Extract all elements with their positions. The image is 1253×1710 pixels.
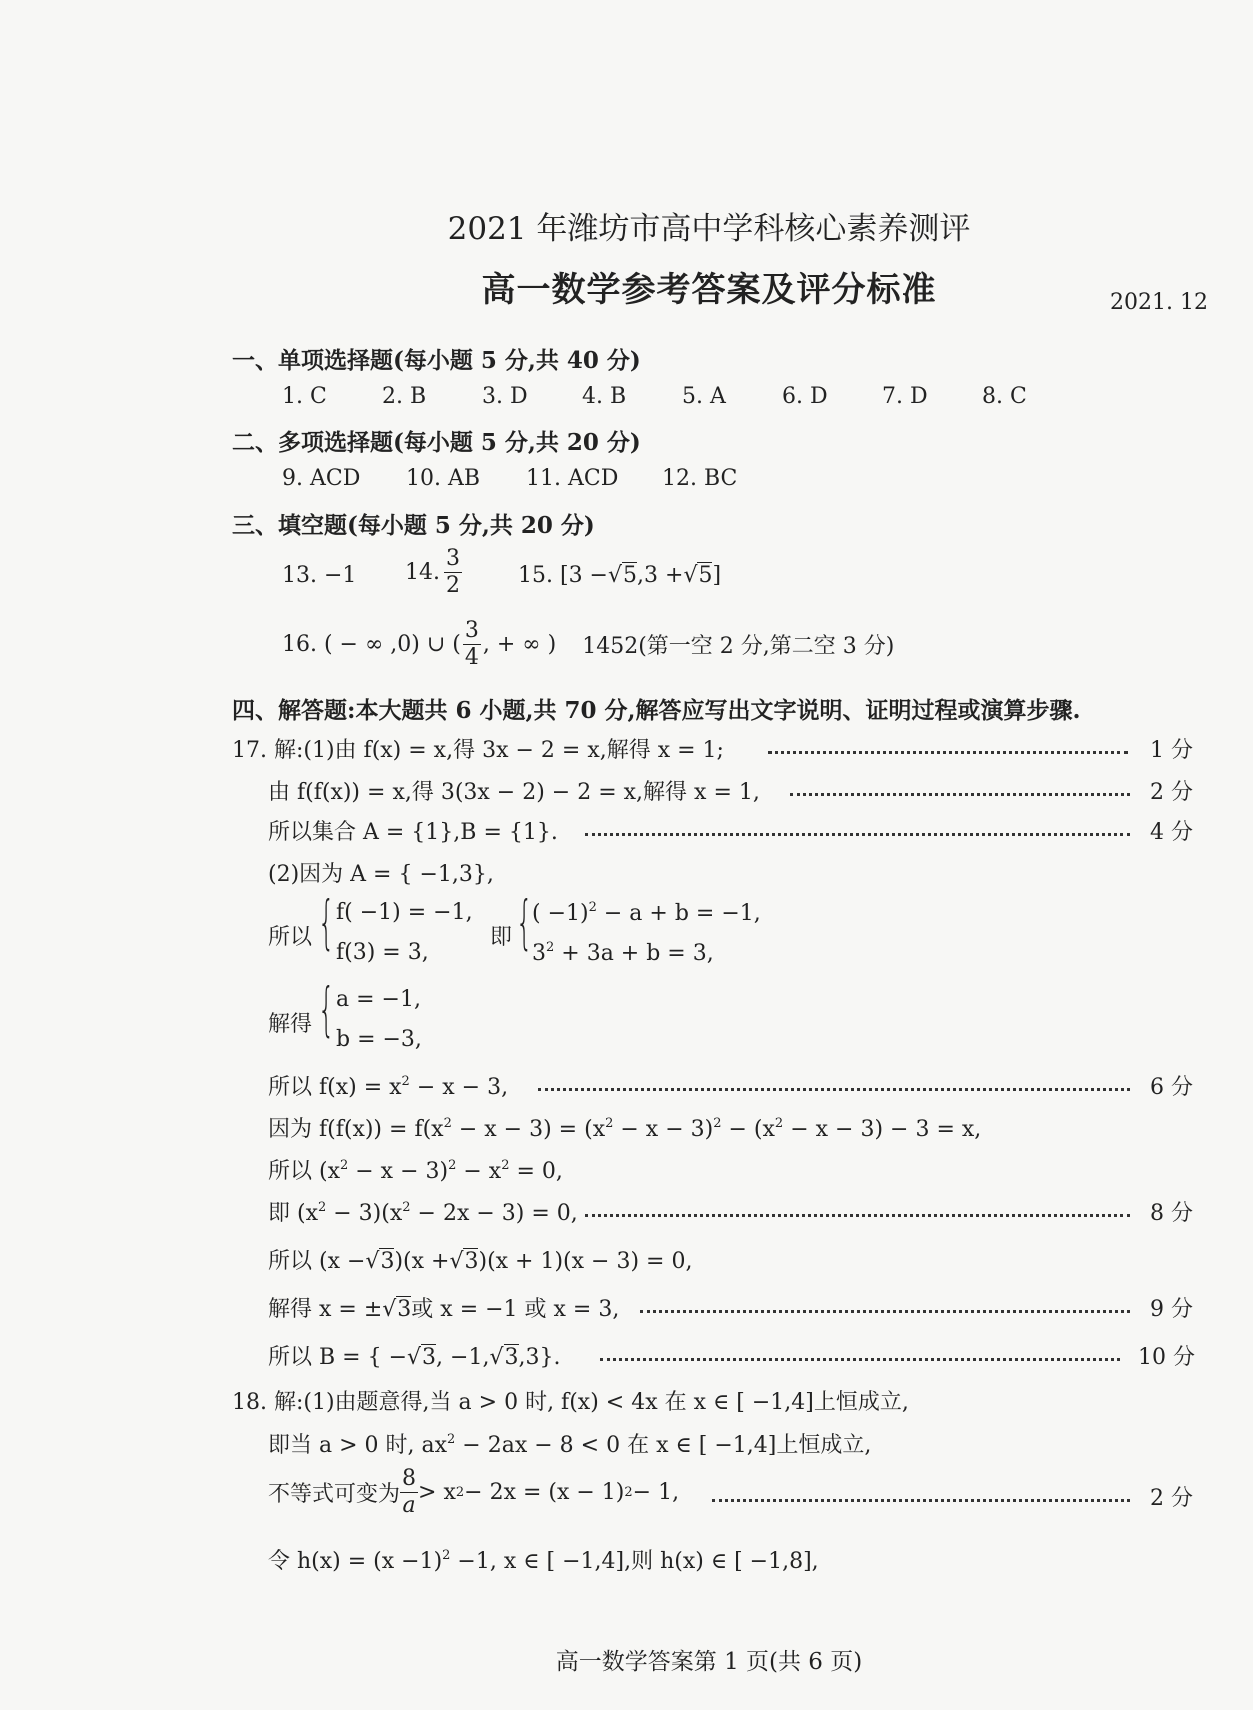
score-label: 2 分 xyxy=(1150,1486,1193,1511)
solution-label: 解得 xyxy=(268,1012,313,1037)
sqrt-icon: √ xyxy=(608,563,623,588)
exponent: 2 xyxy=(605,1116,614,1131)
denominator: 2 xyxy=(446,573,460,598)
score-label: 10 分 xyxy=(1138,1345,1195,1370)
brace-icon: { xyxy=(318,888,335,956)
radicand: 3 xyxy=(397,1297,412,1322)
exponent: 2 xyxy=(443,1116,452,1131)
dotted-leader xyxy=(538,1088,1130,1091)
answer-3: 3. D xyxy=(482,384,528,409)
solution-line xyxy=(268,1070,508,1101)
answer-2: 2. B xyxy=(382,384,427,409)
line-part: − 3)(x xyxy=(326,1201,403,1226)
equation-part: ( −1) xyxy=(532,901,589,926)
exponent: 2 xyxy=(501,1158,510,1173)
equation-part: 3 xyxy=(532,941,546,966)
equation: b = −3, xyxy=(336,1027,422,1052)
solution-line xyxy=(268,1196,578,1227)
dotted-leader xyxy=(790,793,1130,796)
line-part: − x xyxy=(456,1159,502,1184)
exponent: 2 xyxy=(317,1200,327,1215)
exponent: 2 xyxy=(339,1158,349,1173)
line-part: − x − 3) xyxy=(613,1117,714,1142)
answer-13: 13. −1 xyxy=(282,563,357,588)
sqrt-icon: √ xyxy=(365,1249,380,1274)
exponent: 2 xyxy=(624,1485,633,1500)
section4-title: 四、解答题:本大题共 6 小题,共 70 分,解答应写出文字说明、证明过程或演算步骤. xyxy=(232,697,1081,724)
solution-line xyxy=(268,1340,560,1371)
sqrt-icon: √ xyxy=(683,563,698,588)
dotted-leader xyxy=(712,1499,1130,1502)
line-part: − (x xyxy=(721,1117,775,1142)
document-date: 2021. 12 xyxy=(1110,290,1208,315)
line-part: 所以 (x − xyxy=(268,1249,366,1274)
line-part: − x − 3, xyxy=(409,1075,509,1100)
line-part: − 1, xyxy=(632,1480,680,1505)
sqrt-icon: √ xyxy=(489,1345,504,1370)
line-part: − 2ax − 8 < 0 在 x ∈ [ −1,4]上恒成立, xyxy=(455,1433,872,1458)
line-part: − x − 3) xyxy=(348,1159,449,1184)
solution-line xyxy=(268,1428,871,1459)
exponent: 2 xyxy=(448,1158,457,1173)
numerator: 8 xyxy=(402,1466,417,1491)
section1-title: 一、单项选择题(每小题 5 分,共 40 分) xyxy=(232,347,641,374)
radicand: 3 xyxy=(380,1249,395,1274)
equation-part: + 3a + b = 3, xyxy=(554,941,714,966)
line-part: ,3}. xyxy=(518,1345,561,1370)
section3-title: 三、填空题(每小题 5 分,共 20 分) xyxy=(232,512,595,539)
answer-16-part: , + ∞ ) xyxy=(482,632,557,657)
line-part: )(x + 1)(x − 3) = 0, xyxy=(478,1249,693,1274)
fraction xyxy=(400,1468,418,1517)
line-part: 所以 (x xyxy=(268,1159,340,1184)
equation xyxy=(532,940,714,966)
dotted-leader xyxy=(585,833,1130,836)
denominator: a xyxy=(402,1493,416,1518)
line-part: 令 h(x) = (x −1) xyxy=(268,1549,443,1574)
line-part: 即当 a > 0 时, ax xyxy=(268,1433,448,1458)
line-part: 或 x = −1 或 x = 3, xyxy=(411,1297,620,1322)
sqrt-icon: √ xyxy=(449,1249,464,1274)
brace-icon: { xyxy=(318,975,335,1043)
solution-label: 所以 xyxy=(268,925,313,950)
answer-6: 6. D xyxy=(782,384,828,409)
solution-line: 所以集合 A = {1},B = {1}. xyxy=(268,820,558,845)
fraction xyxy=(444,548,462,597)
answer-15-part: ] xyxy=(712,563,722,588)
answer-10: 10. AB xyxy=(406,466,481,491)
equation: f( −1) = −1, xyxy=(336,900,473,925)
line-part: 即 (x xyxy=(268,1201,318,1226)
exponent: 2 xyxy=(546,940,555,955)
line-part: − 2x = (x − 1) xyxy=(464,1480,625,1505)
equation: f(3) = 3, xyxy=(336,940,429,965)
document-title: 2021 年潍坊市高中学科核心素养测评 xyxy=(447,211,971,247)
line-part: )(x + xyxy=(394,1249,450,1274)
exponent: 2 xyxy=(447,1432,456,1447)
answer-14 xyxy=(405,548,462,597)
exponent: 2 xyxy=(402,1200,411,1215)
answer-16-part: 1452(第一空 2 分,第二空 3 分) xyxy=(582,634,895,659)
dotted-leader xyxy=(768,751,1128,754)
line-part: = 0, xyxy=(509,1159,563,1184)
line-part: 因为 f(f(x)) = f(x xyxy=(268,1117,444,1142)
score-label: 9 分 xyxy=(1150,1297,1193,1322)
radicand: 3 xyxy=(504,1345,519,1370)
sqrt-icon: √ xyxy=(382,1297,397,1322)
solution-line: 由 f(f(x)) = x,得 3(3x − 2) − 2 = x,解得 x = 1, xyxy=(268,780,760,805)
line-part: − 2x − 3) = 0, xyxy=(410,1201,578,1226)
radicand: 3 xyxy=(464,1249,479,1274)
exponent: 2 xyxy=(442,1548,451,1563)
page-footer: 高一数学答案第 1 页(共 6 页) xyxy=(555,1649,863,1675)
dotted-leader xyxy=(600,1358,1120,1361)
answer-4: 4. B xyxy=(582,384,627,409)
answer-9: 9. ACD xyxy=(282,466,361,491)
exponent: 2 xyxy=(588,900,597,915)
answer-11: 11. ACD xyxy=(526,466,619,491)
answer-5: 5. A xyxy=(682,384,726,409)
answer-7: 7. D xyxy=(882,384,928,409)
fraction xyxy=(463,620,481,669)
solution-line xyxy=(268,1292,619,1323)
exponent: 2 xyxy=(401,1074,410,1089)
brace-icon: { xyxy=(516,888,533,956)
answer-15-part: ,3 + xyxy=(637,563,684,588)
radicand: 3 xyxy=(422,1345,437,1370)
solution-line xyxy=(268,1468,679,1517)
exponent: 2 xyxy=(713,1116,722,1131)
solution-line: 17. 解:(1)由 f(x) = x,得 3x − 2 = x,解得 x = 1; xyxy=(232,738,724,763)
answer-14-label: 14. xyxy=(405,560,440,585)
score-label: 2 分 xyxy=(1150,780,1193,805)
dotted-leader xyxy=(585,1214,1130,1217)
score-label: 6 分 xyxy=(1150,1075,1193,1100)
line-part: 所以 f(x) = x xyxy=(268,1075,402,1100)
score-label: 1 分 xyxy=(1150,738,1193,763)
answer-1: 1. C xyxy=(282,384,327,409)
exponent: 2 xyxy=(774,1116,784,1131)
dotted-leader xyxy=(640,1310,1130,1313)
line-part: −1, x ∈ [ −1,4],则 h(x) ∈ [ −1,8], xyxy=(450,1549,819,1574)
solution-line xyxy=(268,1112,981,1143)
document-subtitle: 高一数学参考答案及评分标准 xyxy=(481,270,937,310)
numerator: 3 xyxy=(446,546,460,571)
answer-15 xyxy=(518,563,721,588)
equation: a = −1, xyxy=(336,987,421,1012)
score-label: 8 分 xyxy=(1150,1201,1193,1226)
solution-line xyxy=(268,1544,819,1575)
sqrt-icon: √ xyxy=(407,1345,422,1370)
line-part: − x − 3) − 3 = x, xyxy=(783,1117,982,1142)
score-label: 4 分 xyxy=(1150,820,1193,845)
solution-line xyxy=(268,1244,692,1275)
radicand: 5 xyxy=(698,563,713,588)
answer-15-part: 15. [3 − xyxy=(518,563,608,588)
solution-line: 18. 解:(1)由题意得,当 a > 0 时, f(x) < 4x 在 x ∈ [ −1,4]上恒成立, xyxy=(232,1390,909,1415)
line-part: > x xyxy=(418,1480,456,1505)
equation-part: − a + b = −1, xyxy=(596,901,761,926)
line-part: , −1, xyxy=(436,1345,490,1370)
equation xyxy=(532,900,761,926)
radicand: 5 xyxy=(623,563,638,588)
line-part: 不等式可变为 xyxy=(268,1482,401,1507)
denominator: 4 xyxy=(464,645,479,670)
solution-line: (2)因为 A = { −1,3}, xyxy=(268,862,494,887)
solution-line xyxy=(268,1154,563,1185)
line-part: 解得 x = ± xyxy=(268,1297,383,1322)
answer-16 xyxy=(282,620,894,669)
line-part: − x − 3) = (x xyxy=(451,1117,606,1142)
answer-12: 12. BC xyxy=(662,466,738,491)
exponent: 2 xyxy=(455,1485,465,1500)
numerator: 3 xyxy=(464,618,479,643)
section2-title: 二、多项选择题(每小题 5 分,共 20 分) xyxy=(232,429,641,456)
answer-8: 8. C xyxy=(982,384,1027,409)
line-part: 所以 B = { − xyxy=(268,1345,408,1370)
solution-label: 即 xyxy=(490,925,513,950)
answer-16-part: 16. ( − ∞ ,0) ∪ ( xyxy=(282,632,461,657)
